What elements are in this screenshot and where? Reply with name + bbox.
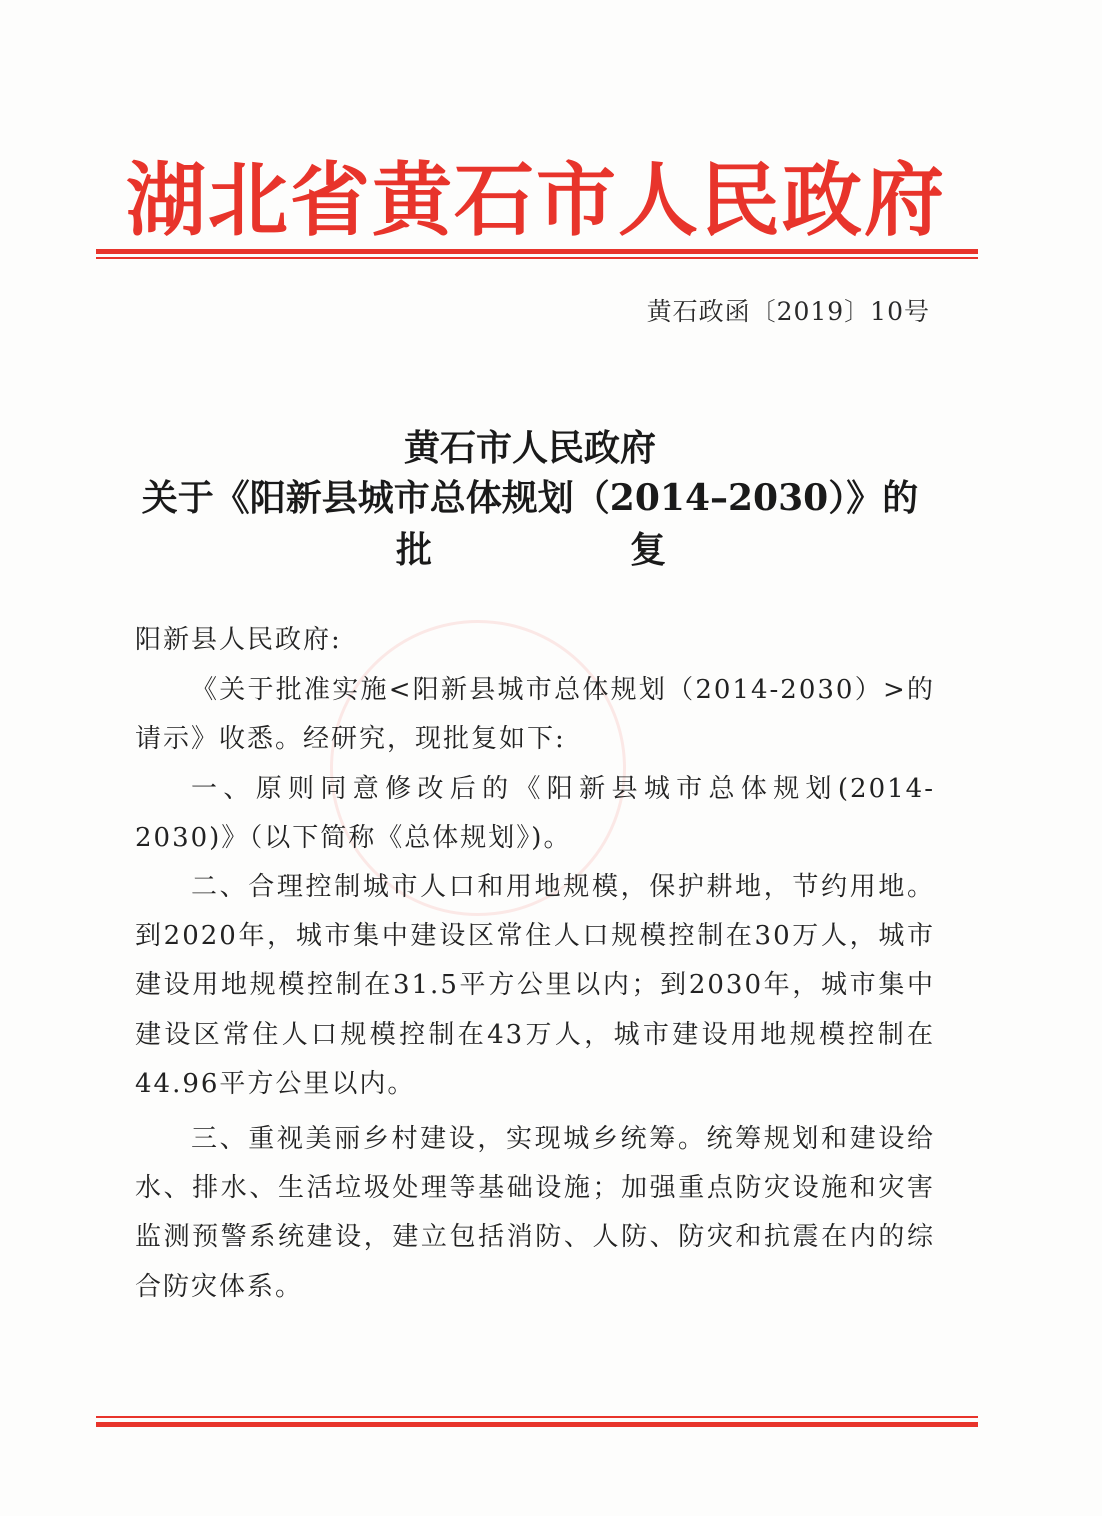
document-body [135,616,935,1312]
title-reply-char-1: 批 [396,529,433,571]
body-paragraph-1: 《关于批准实施<阳新县城市总体规划（2014-2030）>的请示》收悉。经研究，现批复如下: [135,675,935,755]
body-paragraph-4: 三、重视美丽乡村建设，实现城乡统筹。统筹规划和建设给水、排水、生活垃圾处理等基础设施；加强重点防灾设施和灾害监测预警系统建设，建立包括消防、人防、防灾和抗震在内的综合防灾体系。 [135,1124,935,1302]
title-line-2: 关于《阳新县城市总体规划（2014–2030）》的 [141,477,919,519]
footer-rule-bottom [96,1422,978,1427]
body-paragraph-2: 一、原则同意修改后的《阳新县城市总体规划(2014-2030)》（以下简称《总体规划》)。 [135,773,935,853]
footer-rule-top [96,1416,978,1418]
title-line-1: 黄石市人民政府 [403,427,656,469]
addressee: 阳新县人民政府: [135,625,342,655]
letterhead-rule-top [96,249,978,254]
body-paragraph-3: 二、合理控制城市人口和用地规模，保护耕地，节约用地。到2020年，城市集中建设区常住人口规模控制在30万人，城市建设用地规模控制在31.5平方公里以内；到2030年，城市集中建设区常住人口规模控制在43万人，城市建设用地规模控制在44.96平方公里以内。 [135,872,935,1099]
letterhead-title: 湖北省黄石市人民政府 [126,153,946,247]
title-reply-char-2: 复 [630,529,667,571]
document-number: 黄石政函〔2019〕10号 [646,297,930,326]
letterhead-rule-bottom [96,257,978,259]
